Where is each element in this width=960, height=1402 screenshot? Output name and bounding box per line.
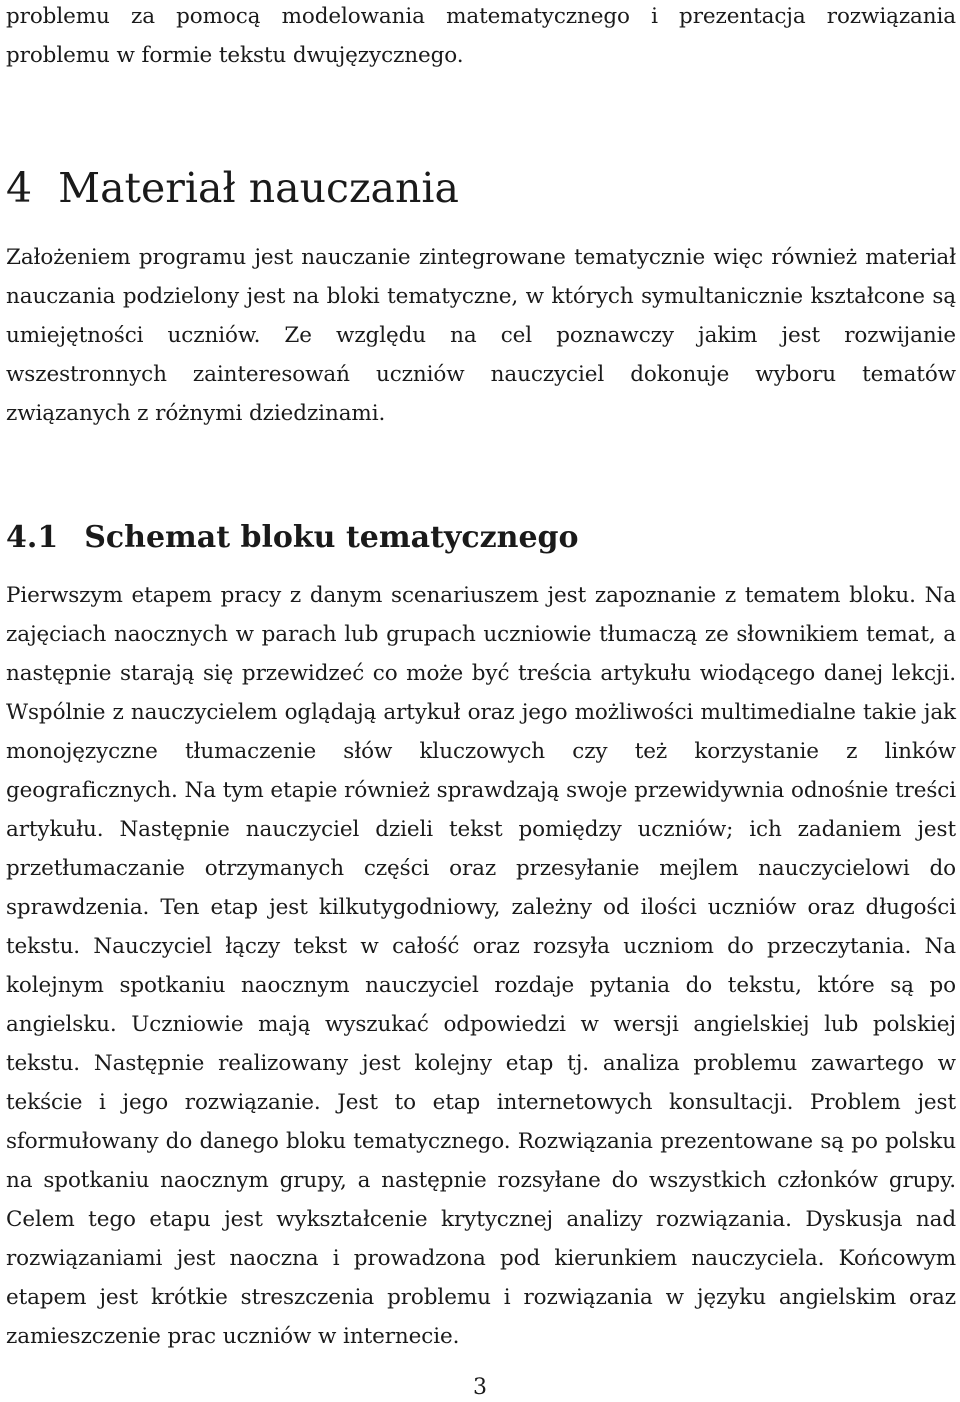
- page-number: 3: [473, 1375, 487, 1400]
- subsection-title: Schemat bloku tematycznego: [84, 520, 579, 555]
- subsection-paragraph: Pierwszym etapem pracy z danym scenariuszem jest zapoznanie z tematem bloku. Na zajęciach naocznych w parach lub grupach uczniowie tłumaczą ze słownikiem temat, a następnie starają się przewidzeć co może być treścia artykułu wiodącego danej lekcji. Wspólnie z nauczycielem oglądają artykuł oraz jego możliwości multimedialne takie jak monojęzyczne tłumaczenie słów kluczowych czy też korzystanie z linków geograficznych. Na tym etapie również sprawdzają swoje przewidywnia odnośnie treści artykułu. Następnie nauczyciel dzieli tekst pomiędzy uczniów; ich zadaniem jest przetłumaczanie otrzymanych części oraz przesyłanie mejlem nauczycielowi do sprawdzenia. Ten etap jest kilkutygodniowy, zależny od ilości uczniów oraz długości tekstu. Nauczyciel łączy tekst w całość oraz rozsyła uczniom do przeczytania. Na kolejnym spotkaniu naocznym nauczyciel rozdaje pytania do tekstu, które są po angielsku. Uczniowie mają wyszukać odpowiedzi w wersji angielskiej lub polskiej tekstu. Następnie realizowany jest kolejny etap tj. analiza problemu zawartego w tekście i jego rozwiązanie. Jest to etap internetowych konsultacji. Problem jest sformułowany do danego bloku tematycznego. Rozwiązania prezentowane są po polsku na spotkaniu naocznym grupy, a następnie rozsyłane do wszystkich członków grupy. Celem tego etapu jest wykształcenie krytycznej analizy rozwiązania. Dyskusja nad rozwiązaniami jest naoczna i prowadzona pod kierunkiem nauczyciela. Końcowym etapem jest krótkie streszczenia problemu i rozwiązania w języku angielskim oraz zamieszczenie prac uczniów w internecie.: [6, 583, 956, 1349]
- section-heading: [6, 160, 459, 216]
- subsection-number: 4.1: [6, 520, 59, 555]
- section-number: 4: [6, 164, 33, 212]
- intro-paragraph: problemu za pomocą modelowania matematycznego i prezentacja rozwiązania problemu w formie tekstu dwujęzycznego.: [6, 4, 956, 68]
- section-paragraph: Założeniem programu jest nauczanie zintegrowane tematycznie więc również materiał nauczania podzielony jest na bloki tematyczne, w których symultanicznie kształcone są umiejętności uczniów. Ze względu na cel poznawczy jakim jest rozwijanie wszestronnych zainteresowań uczniów nauczyciel dokonuje wyboru tematów związanych z różnymi dziedzinami.: [6, 245, 956, 426]
- section-title: Materiał nauczania: [58, 164, 459, 212]
- subsection-heading: [6, 514, 579, 562]
